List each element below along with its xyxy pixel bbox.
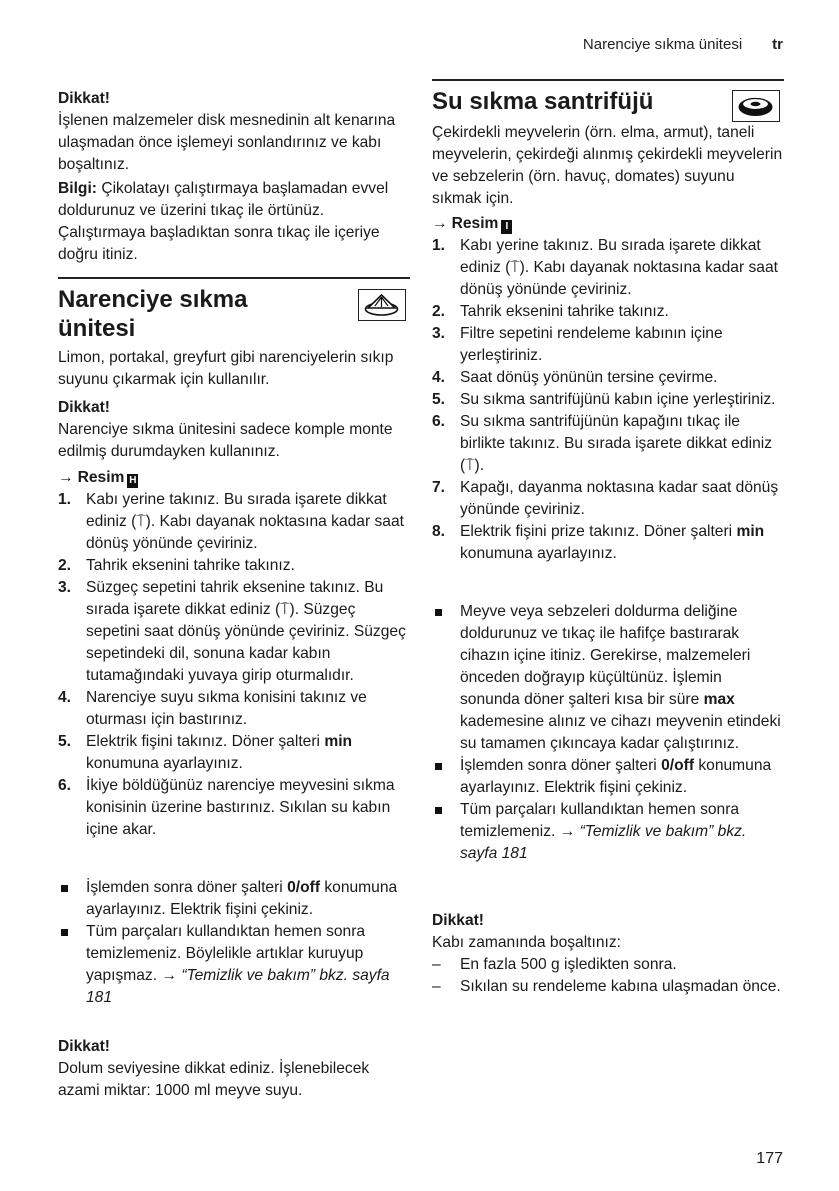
intro-text: Çekirdekli meyvelerin (örn. elma, armut), taneli meyvelerin, çekirdeği alınmış çekirdekli meyvelerin ve sebzelerin (örn. havuç, domates) suyunu sıkmak için. bbox=[432, 124, 783, 207]
figure-letter: H bbox=[129, 475, 137, 486]
switch-setting: min bbox=[736, 523, 765, 540]
step-text: Tahrik eksenini tahrike takınız. bbox=[86, 557, 295, 574]
figure-reference bbox=[432, 213, 512, 235]
switch-setting: min bbox=[324, 733, 353, 750]
figure-label: Resim bbox=[77, 469, 125, 486]
bullet-item bbox=[58, 921, 410, 1009]
dash-item bbox=[432, 976, 784, 998]
bullet-text: Meyve veya sebzeleri doldurma deliğine doldurunuz ve tıkaç ile hafifçe bastırarak cihazın içine itiniz. Gerekirse, malzemeleri önceden doğrayıp küçültünüz. İşlemin sonunda döner şalteri kısa bir süre bbox=[460, 603, 751, 708]
left-steps bbox=[58, 489, 410, 841]
step-text-end: konumuna ayarlayınız. bbox=[460, 545, 617, 562]
figure-label: Resim bbox=[451, 215, 499, 232]
section-title-line1: Narenciye sıkma bbox=[58, 286, 248, 313]
step-number: 5. bbox=[432, 391, 446, 408]
left-warning-3 bbox=[58, 1036, 410, 1102]
right-steps bbox=[432, 235, 784, 565]
warning-text: Kabı zamanında boşaltınız: bbox=[432, 934, 621, 951]
step-item bbox=[58, 577, 410, 687]
step-number: 4. bbox=[58, 689, 72, 706]
juicer-section-title bbox=[432, 87, 722, 116]
step-number: 8. bbox=[432, 523, 446, 540]
step-item bbox=[432, 521, 784, 565]
bullet-item bbox=[432, 799, 784, 865]
juicer-intro bbox=[432, 122, 784, 210]
figure-letter: I bbox=[501, 220, 512, 234]
section-title-line2: ünitesi bbox=[58, 315, 136, 342]
left-info bbox=[58, 178, 410, 266]
step-text: Su sıkma santrifüjünün kapağını tıkaç ile birlikte takınız. Bu sırada işarete dikkat ediniz (⍑). bbox=[460, 413, 773, 474]
section-divider bbox=[58, 277, 410, 279]
step-item bbox=[58, 775, 410, 841]
warning-label: Dikkat! bbox=[432, 912, 484, 929]
step-number: 6. bbox=[58, 777, 72, 794]
step-text: Kabı yerine takınız. Bu sırada işarete dikkat ediniz (⍑). Kabı dayanak noktasına kadar saat dönüş yönünde çeviriniz. bbox=[86, 491, 404, 552]
step-number: 6. bbox=[432, 413, 446, 430]
right-warning bbox=[432, 910, 784, 954]
step-item bbox=[432, 367, 784, 389]
warning-text: İşlenen malzemeler disk mesnedinin alt kenarına ulaşmadan önce işlemeyi sonlandırınız ve kabı boşaltınız. bbox=[58, 112, 396, 173]
switch-setting: 0/off bbox=[661, 757, 695, 774]
bullet-text: İşlemden sonra döner şalteri bbox=[460, 757, 662, 774]
info-label: Bilgi: bbox=[58, 180, 97, 197]
step-text: Kapağı, dayanma noktasına kadar saat dönüş yönünde çeviriniz. bbox=[460, 479, 779, 518]
step-number: 1. bbox=[432, 237, 446, 254]
step-text: Elektrik fişini takınız. Döner şalteri bbox=[86, 733, 325, 750]
left-warning-2 bbox=[58, 397, 410, 463]
step-text: İkiye böldüğünüz narenciye meyvesini sıkma konisinin üzerine bastırınız. Sıkılan su kabın içine akar. bbox=[86, 777, 395, 838]
dash-text: Sıkılan su rendeleme kabına ulaşmadan önce. bbox=[460, 978, 781, 995]
step-item bbox=[432, 411, 784, 477]
section-divider bbox=[432, 79, 784, 81]
step-item bbox=[58, 731, 410, 775]
step-text: Saat dönüş yönünün tersine çevirme. bbox=[460, 369, 718, 386]
bullet-text-end: konumuna ayarlayınız. Elektrik fişini çekiniz. bbox=[460, 757, 772, 796]
page-number: 177 bbox=[756, 1150, 783, 1167]
switch-setting: max bbox=[703, 691, 735, 708]
info-paragraph bbox=[58, 178, 410, 266]
left-bullets bbox=[58, 877, 410, 1009]
step-number: 3. bbox=[58, 579, 72, 596]
citrus-section-title bbox=[58, 285, 348, 343]
warning-label: Dikkat! bbox=[58, 399, 110, 416]
figure-reference bbox=[58, 467, 138, 489]
dash-text: En fazla 500 g işledikten sonra. bbox=[460, 956, 677, 973]
step-number: 4. bbox=[432, 369, 446, 386]
intro-text: Limon, portakal, greyfurt gibi narenciyelerin sıkıp suyunu çıkarmak için kullanılır. bbox=[58, 349, 394, 388]
right-bullets bbox=[432, 601, 784, 865]
citrus-press-icon bbox=[358, 289, 406, 321]
bullet-item bbox=[432, 601, 784, 755]
bullet-square-icon bbox=[61, 929, 68, 936]
step-number: 5. bbox=[58, 733, 72, 750]
header-lang: tr bbox=[772, 36, 783, 53]
bullet-square-icon bbox=[61, 885, 68, 892]
step-item bbox=[58, 555, 410, 577]
dash-item bbox=[432, 954, 784, 976]
bullet-square-icon bbox=[435, 807, 442, 814]
dash-marker: – bbox=[432, 978, 441, 995]
step-text: Elektrik fişini prize takınız. Döner şalteri bbox=[460, 523, 737, 540]
cross-reference[interactable]: “Temizlik ve bakım” bkz. sayfa 181 bbox=[460, 823, 747, 862]
warning-text: Narenciye sıkma ünitesini sadece komple monte edilmiş durumdayken kullanınız. bbox=[58, 421, 393, 460]
bullet-text: İşlemden sonra döner şalteri bbox=[86, 879, 288, 896]
right-dash-list bbox=[432, 954, 784, 998]
step-number: 1. bbox=[58, 491, 72, 508]
step-item bbox=[432, 389, 784, 411]
header-title: Narenciye sıkma ünitesi bbox=[582, 36, 743, 53]
cross-reference[interactable]: “Temizlik ve bakım” bkz. sayfa 181 bbox=[86, 967, 390, 1006]
arrow-right-icon: → bbox=[432, 215, 448, 232]
bullet-item bbox=[58, 877, 410, 921]
warning-text: Dolum seviyesine dikkat ediniz. İşlenebilecek azami miktar: 1000 ml meyve suyu. bbox=[58, 1060, 370, 1099]
left-warning-1 bbox=[58, 88, 410, 176]
juicer-icon bbox=[732, 90, 780, 122]
bullet-text-end: konumuna ayarlayınız. Elektrik fişini çekiniz. bbox=[86, 879, 398, 918]
step-text: Kabı yerine takınız. Bu sırada işarete dikkat ediniz (⍑). Kabı dayanak noktasına kadar saat dönüş yönünde çeviriniz. bbox=[460, 237, 778, 298]
bullet-text: Tüm parçaları kullandıktan hemen sonra temizlemeniz. → bbox=[460, 801, 740, 840]
step-item bbox=[432, 477, 784, 521]
step-number: 7. bbox=[432, 479, 446, 496]
switch-setting: 0/off bbox=[287, 879, 321, 896]
step-text: Tahrik eksenini tahrike takınız. bbox=[460, 303, 669, 320]
step-item bbox=[58, 687, 410, 731]
dash-marker: – bbox=[432, 956, 441, 973]
step-number: 2. bbox=[432, 303, 446, 320]
step-number: 3. bbox=[432, 325, 446, 342]
running-header bbox=[583, 36, 783, 53]
info-text: Çikolatayı çalıştırmaya başlamadan evvel doldurunuz ve üzerini tıkaç ile örtünüz. Çalıştırmaya başladıktan sonra tıkaç ile içeriye doğru itiniz. bbox=[58, 180, 389, 263]
step-text: Süzgeç sepetini tahrik eksenine takınız. Bu sırada işarete dikkat ediniz (⍑). Süzgeç sepetini saat dönüş yönünde çeviriniz. Süzgeç sepetindeki dil, sonuna kadar kabın tutamağındaki yuvaya girip oturmalıdır. bbox=[86, 579, 406, 684]
arrow-right-icon: → bbox=[58, 469, 74, 486]
citrus-intro bbox=[58, 347, 410, 391]
section-title: Su sıkma santrifüjü bbox=[432, 88, 654, 115]
step-item bbox=[432, 323, 784, 367]
step-text: Su sıkma santrifüjünü kabın içine yerleştiriniz. bbox=[460, 391, 776, 408]
warning-label: Dikkat! bbox=[58, 1038, 110, 1055]
bullet-square-icon bbox=[435, 609, 442, 616]
step-item bbox=[58, 489, 410, 555]
step-item bbox=[432, 301, 784, 323]
bullet-item bbox=[432, 755, 784, 799]
bullet-square-icon bbox=[435, 763, 442, 770]
bullet-text-end: kademesine alınız ve cihazı meyvenin etindeki su tamamen çıkıncaya kadar çalıştırınız. bbox=[460, 713, 781, 752]
bullet-text: Tüm parçaları kullandıktan hemen sonra temizlemeniz. Böylelikle artıklar kuruyup yapışmaz. → bbox=[86, 923, 366, 984]
step-item bbox=[432, 235, 784, 301]
warning-label: Dikkat! bbox=[58, 90, 110, 107]
step-text-end: konumuna ayarlayınız. bbox=[86, 755, 243, 772]
step-number: 2. bbox=[58, 557, 72, 574]
step-text: Narenciye suyu sıkma konisini takınız ve oturması için bastırınız. bbox=[86, 689, 367, 728]
step-text: Filtre sepetini rendeleme kabının içine yerleştiriniz. bbox=[460, 325, 723, 364]
